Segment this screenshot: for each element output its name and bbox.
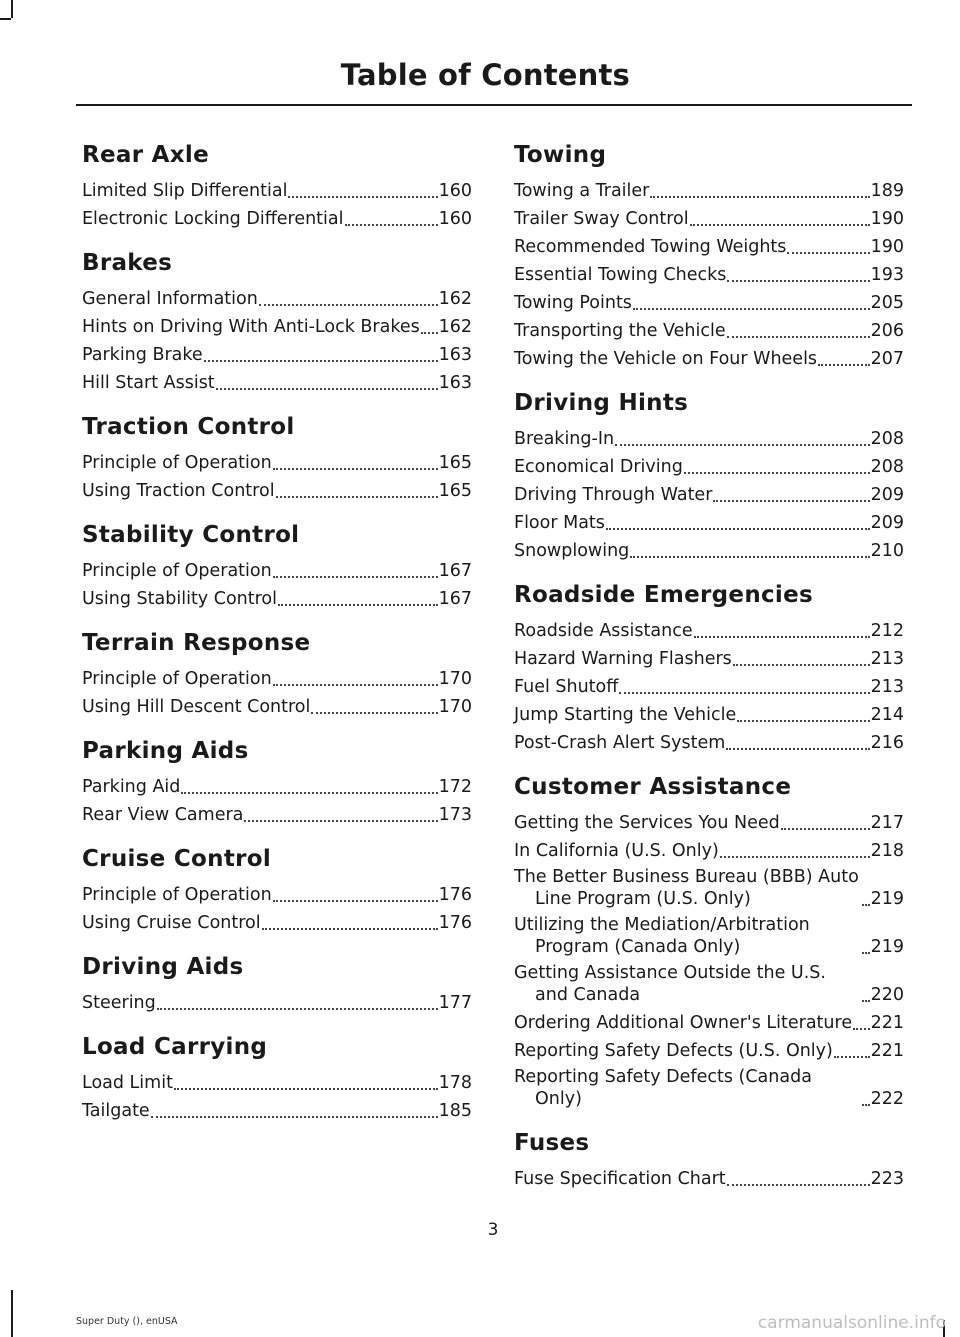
toc-entry[interactable] bbox=[82, 450, 472, 474]
entry-page-number: 216 bbox=[870, 733, 904, 753]
toc-entry[interactable] bbox=[82, 694, 472, 718]
toc-section bbox=[82, 412, 472, 502]
toc-entry[interactable] bbox=[514, 646, 904, 670]
entry-page-number: 220 bbox=[870, 985, 904, 1005]
dot-leader bbox=[737, 702, 869, 722]
entry-page-number: 178 bbox=[438, 1073, 472, 1093]
entry-page-number: 165 bbox=[438, 481, 472, 501]
dot-leader bbox=[157, 990, 438, 1010]
dot-leader bbox=[781, 810, 870, 830]
dot-leader bbox=[727, 262, 869, 282]
entry-page-number: 214 bbox=[870, 705, 904, 725]
dot-leader bbox=[244, 802, 437, 822]
entry-page-number: 209 bbox=[870, 485, 904, 505]
entry-page-number: 219 bbox=[870, 889, 904, 909]
entry-page-number: 177 bbox=[438, 993, 472, 1013]
entry-page-number: 190 bbox=[870, 237, 904, 257]
entry-title: Hazard Warning Flashers bbox=[514, 649, 732, 669]
entry-title: Snowplowing bbox=[514, 541, 630, 561]
dot-leader bbox=[690, 206, 870, 226]
entry-title: Limited Slip Differential bbox=[82, 181, 288, 201]
dot-leader bbox=[720, 838, 870, 858]
dot-leader bbox=[853, 1010, 870, 1030]
entry-title: Hints on Driving With Anti-Lock Brakes bbox=[82, 317, 420, 337]
entry-page-number: 162 bbox=[438, 289, 472, 309]
entry-title: Towing a Trailer bbox=[514, 181, 650, 201]
dot-leader bbox=[273, 450, 438, 470]
section-heading: Terrain Response bbox=[82, 630, 311, 656]
dot-leader bbox=[727, 318, 870, 338]
toc-entry[interactable] bbox=[514, 538, 904, 562]
entry-title: Towing the Vehicle on Four Wheels bbox=[514, 349, 818, 369]
toc-entry[interactable] bbox=[514, 1166, 904, 1190]
toc-entry[interactable] bbox=[514, 206, 904, 230]
toc-entry[interactable] bbox=[514, 1066, 904, 1110]
entry-page-number: 219 bbox=[870, 937, 904, 957]
entry-title: Essential Towing Checks bbox=[514, 265, 727, 285]
toc-section bbox=[82, 844, 472, 934]
entry-page-number: 193 bbox=[870, 265, 904, 285]
entry-page-number: 165 bbox=[438, 453, 472, 473]
entry-title: Recommended Towing Weights bbox=[514, 237, 787, 257]
entry-page-number: 221 bbox=[870, 1013, 904, 1033]
entry-title: Tailgate bbox=[82, 1101, 150, 1121]
toc-entry[interactable] bbox=[514, 482, 904, 506]
dot-leader bbox=[727, 1166, 870, 1186]
entry-page-number: 160 bbox=[438, 181, 472, 201]
toc-section bbox=[82, 628, 472, 718]
dot-leader bbox=[733, 646, 870, 666]
toc-entry[interactable] bbox=[514, 178, 904, 202]
dot-leader bbox=[862, 1086, 870, 1106]
dot-leader bbox=[615, 426, 870, 446]
entry-page-number: 190 bbox=[870, 209, 904, 229]
page-number: 3 bbox=[487, 1220, 499, 1240]
entry-page-number: 162 bbox=[438, 317, 472, 337]
entry-page-number: 222 bbox=[870, 1089, 904, 1109]
entry-title: Parking Aid bbox=[82, 777, 181, 797]
dot-leader bbox=[862, 934, 870, 954]
entry-page-number: 212 bbox=[870, 621, 904, 641]
entry-title: Roadside Assistance bbox=[514, 621, 693, 641]
watermark: carmanualsonline.info bbox=[757, 1313, 946, 1333]
toc-entry[interactable] bbox=[514, 674, 904, 698]
toc-section bbox=[82, 248, 472, 394]
toc-entry[interactable] bbox=[514, 618, 904, 642]
dot-leader bbox=[262, 910, 438, 930]
entry-page-number: 185 bbox=[438, 1101, 472, 1121]
toc-entry[interactable] bbox=[514, 510, 904, 534]
dot-leader bbox=[606, 510, 870, 530]
toc-entry[interactable] bbox=[82, 206, 472, 230]
entry-title: Using Hill Descent Control bbox=[82, 697, 311, 717]
entry-title: Principle of Operation bbox=[82, 669, 272, 689]
dot-leader bbox=[276, 478, 438, 498]
toc-section bbox=[514, 580, 904, 754]
entry-title: Principle of Operation bbox=[82, 885, 272, 905]
entry-title: Reporting Safety Defects (U.S. Only) bbox=[514, 1041, 833, 1061]
entry-title: Steering bbox=[82, 993, 156, 1013]
toc-entry[interactable] bbox=[514, 1038, 904, 1062]
dot-leader bbox=[273, 666, 438, 686]
dot-leader bbox=[273, 558, 438, 578]
section-heading: Traction Control bbox=[82, 414, 295, 440]
entry-title: Ordering Additional Owner's Literature bbox=[514, 1013, 853, 1033]
toc-section bbox=[82, 1032, 472, 1122]
dot-leader bbox=[818, 346, 870, 366]
toc-entry[interactable] bbox=[82, 774, 472, 798]
dot-leader bbox=[204, 342, 438, 362]
toc-section bbox=[514, 388, 904, 562]
crop-mark bbox=[11, 0, 13, 18]
dot-leader bbox=[633, 290, 870, 310]
entry-title: Using Traction Control bbox=[82, 481, 275, 501]
entry-page-number: 206 bbox=[870, 321, 904, 341]
toc-entry[interactable] bbox=[514, 962, 904, 1006]
entry-page-number: 208 bbox=[870, 429, 904, 449]
entry-title: General Information bbox=[82, 289, 258, 309]
entry-title: Parking Brake bbox=[82, 345, 203, 365]
dot-leader bbox=[174, 1070, 438, 1090]
toc-entry[interactable] bbox=[82, 882, 472, 906]
section-heading: Driving Aids bbox=[82, 954, 244, 980]
section-heading: Driving Hints bbox=[514, 390, 689, 416]
entry-title: Fuse Specification Chart bbox=[514, 1169, 726, 1189]
entry-title: Trailer Sway Control bbox=[514, 209, 689, 229]
entry-page-number: 160 bbox=[438, 209, 472, 229]
toc-entry[interactable] bbox=[82, 802, 472, 826]
entry-title: Principle of Operation bbox=[82, 561, 272, 581]
toc-entry[interactable] bbox=[82, 1098, 472, 1122]
dot-leader bbox=[787, 234, 869, 254]
entry-title: Driving Through Water bbox=[514, 485, 713, 505]
footer-text: Super Duty (), enUSA bbox=[76, 1316, 178, 1327]
toc-section bbox=[514, 772, 904, 1110]
entry-page-number: 210 bbox=[870, 541, 904, 561]
dot-leader bbox=[619, 674, 869, 694]
entry-title: Rear View Camera bbox=[82, 805, 244, 825]
toc-entry[interactable] bbox=[82, 478, 472, 502]
left-column bbox=[82, 140, 472, 1140]
toc-entry[interactable] bbox=[514, 914, 904, 958]
toc-section bbox=[82, 736, 472, 826]
section-heading: Cruise Control bbox=[82, 846, 272, 872]
entry-page-number: 176 bbox=[438, 913, 472, 933]
entry-title: Towing Points bbox=[514, 293, 632, 313]
section-heading: Fuses bbox=[514, 1130, 590, 1156]
dot-leader bbox=[650, 178, 869, 198]
entry-page-number: 205 bbox=[870, 293, 904, 313]
dot-leader bbox=[273, 882, 438, 902]
toc-entry[interactable] bbox=[82, 586, 472, 610]
toc-section bbox=[82, 952, 472, 1014]
right-column bbox=[514, 140, 904, 1208]
toc-entry[interactable] bbox=[82, 314, 472, 338]
entry-title: Getting Assistance Outside the U.S. and Canada bbox=[514, 963, 826, 1005]
toc-entry[interactable] bbox=[82, 370, 472, 394]
entry-title: Post-Crash Alert System bbox=[514, 733, 726, 753]
entry-page-number: 163 bbox=[438, 373, 472, 393]
header-rule bbox=[76, 104, 912, 106]
entry-title: Jump Starting the Vehicle bbox=[514, 705, 737, 725]
dot-leader bbox=[288, 178, 437, 198]
toc-entry[interactable] bbox=[82, 558, 472, 582]
entry-page-number: 170 bbox=[438, 697, 472, 717]
dot-leader bbox=[421, 314, 438, 334]
toc-entry[interactable] bbox=[514, 426, 904, 450]
toc-entry[interactable] bbox=[514, 234, 904, 258]
entry-title: Transporting the Vehicle bbox=[514, 321, 726, 341]
section-heading: Parking Aids bbox=[82, 738, 249, 764]
entry-page-number: 189 bbox=[870, 181, 904, 201]
section-heading: Towing bbox=[514, 142, 607, 168]
dot-leader bbox=[216, 370, 438, 390]
entry-title: The Better Business Bureau (BBB) Auto Line Program (U.S. Only) bbox=[514, 867, 859, 909]
entry-page-number: 167 bbox=[438, 561, 472, 581]
toc-entry[interactable] bbox=[514, 1010, 904, 1034]
toc-entry[interactable] bbox=[82, 666, 472, 690]
entry-page-number: 221 bbox=[870, 1041, 904, 1061]
entry-page-number: 208 bbox=[870, 457, 904, 477]
toc-entry[interactable] bbox=[514, 346, 904, 370]
entry-page-number: 213 bbox=[870, 649, 904, 669]
dot-leader bbox=[834, 1038, 870, 1058]
entry-title: Getting the Services You Need bbox=[514, 813, 780, 833]
section-heading: Stability Control bbox=[82, 522, 300, 548]
entry-title: Fuel Shutoff bbox=[514, 677, 619, 697]
toc-entry[interactable] bbox=[514, 290, 904, 314]
toc-entry[interactable] bbox=[514, 838, 904, 862]
entry-title: Principle of Operation bbox=[82, 453, 272, 473]
dot-leader bbox=[726, 730, 869, 750]
toc-entry[interactable] bbox=[82, 1070, 472, 1094]
dot-leader bbox=[181, 774, 437, 794]
dot-leader bbox=[278, 586, 438, 606]
crop-mark bbox=[11, 1290, 13, 1337]
entry-page-number: 176 bbox=[438, 885, 472, 905]
section-heading: Brakes bbox=[82, 250, 173, 276]
dot-leader bbox=[311, 694, 437, 714]
toc-section bbox=[82, 520, 472, 610]
entry-page-number: 163 bbox=[438, 345, 472, 365]
toc-section bbox=[514, 1128, 904, 1190]
entry-page-number: 213 bbox=[870, 677, 904, 697]
dot-leader bbox=[862, 982, 870, 1002]
toc-entry[interactable] bbox=[82, 990, 472, 1014]
toc-entry[interactable] bbox=[82, 342, 472, 366]
dot-leader bbox=[862, 886, 870, 906]
entry-title: Floor Mats bbox=[514, 513, 605, 533]
dot-leader bbox=[630, 538, 869, 558]
toc-section bbox=[514, 140, 904, 370]
toc-entry[interactable] bbox=[514, 262, 904, 286]
page-title: Table of Contents bbox=[340, 58, 630, 92]
dot-leader bbox=[345, 206, 438, 226]
toc-section bbox=[82, 140, 472, 230]
entry-title: Economical Driving bbox=[514, 457, 683, 477]
dot-leader bbox=[151, 1098, 438, 1118]
toc-entry[interactable] bbox=[82, 910, 472, 934]
entry-page-number: 173 bbox=[438, 805, 472, 825]
entry-page-number: 217 bbox=[870, 813, 904, 833]
dot-leader bbox=[694, 618, 870, 638]
entry-page-number: 223 bbox=[870, 1169, 904, 1189]
dot-leader bbox=[259, 286, 438, 306]
section-heading: Roadside Emergencies bbox=[514, 582, 814, 608]
entry-title: Electronic Locking Differential bbox=[82, 209, 344, 229]
entry-title: Reporting Safety Defects (Canada Only) bbox=[514, 1067, 812, 1109]
toc-entry[interactable] bbox=[514, 702, 904, 726]
section-heading: Customer Assistance bbox=[514, 774, 792, 800]
toc-entry[interactable] bbox=[514, 810, 904, 834]
entry-title: Utilizing the Mediation/Arbitration Program (Canada Only) bbox=[514, 915, 810, 957]
toc-entry[interactable] bbox=[82, 178, 472, 202]
section-heading: Rear Axle bbox=[82, 142, 209, 168]
entry-page-number: 172 bbox=[438, 777, 472, 797]
toc-entry[interactable] bbox=[514, 730, 904, 754]
toc-entry[interactable] bbox=[514, 318, 904, 342]
crop-mark bbox=[0, 18, 11, 20]
entry-title: In California (U.S. Only) bbox=[514, 841, 719, 861]
dot-leader bbox=[684, 454, 870, 474]
toc-entry[interactable] bbox=[514, 454, 904, 478]
entry-title: Using Stability Control bbox=[82, 589, 277, 609]
entry-page-number: 209 bbox=[870, 513, 904, 533]
entry-page-number: 207 bbox=[870, 349, 904, 369]
entry-page-number: 218 bbox=[870, 841, 904, 861]
entry-title: Hill Start Assist bbox=[82, 373, 215, 393]
toc-entry[interactable] bbox=[82, 286, 472, 310]
entry-page-number: 170 bbox=[438, 669, 472, 689]
entry-title: Using Cruise Control bbox=[82, 913, 261, 933]
section-heading: Load Carrying bbox=[82, 1034, 268, 1060]
entry-page-number: 167 bbox=[438, 589, 472, 609]
toc-entry[interactable] bbox=[514, 866, 904, 910]
entry-title: Load Limit bbox=[82, 1073, 173, 1093]
dot-leader bbox=[713, 482, 869, 502]
entry-title: Breaking-In bbox=[514, 429, 615, 449]
